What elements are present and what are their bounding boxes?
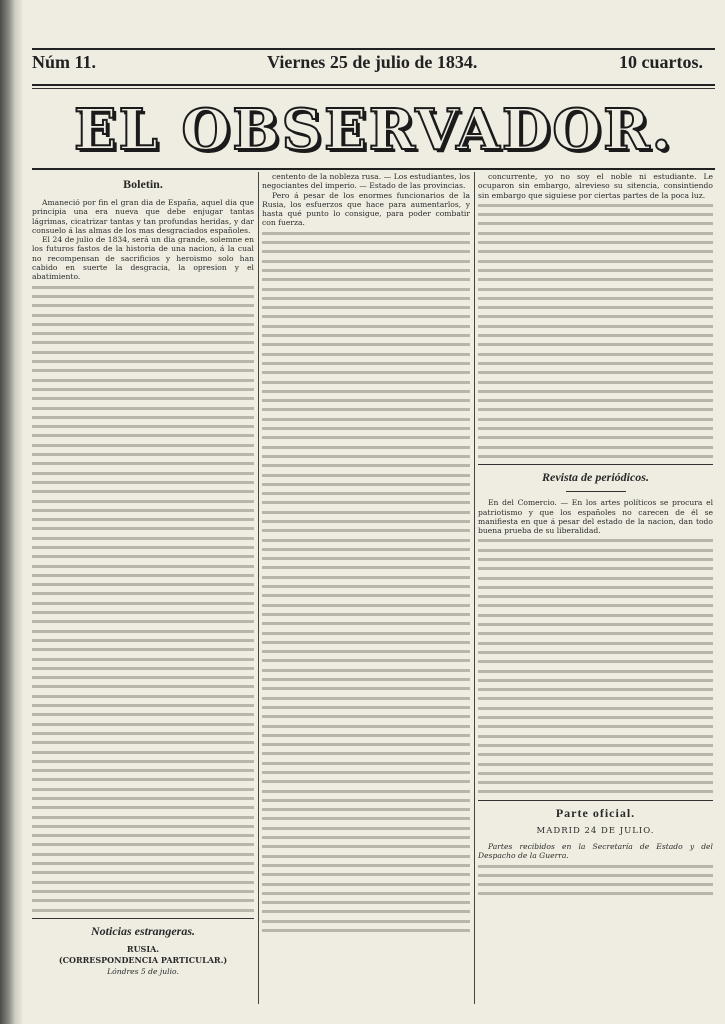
issue-number: Núm 11.	[32, 52, 97, 72]
column3-text-lines-mid	[478, 539, 713, 793]
masthead	[32, 52, 715, 78]
official-body: Partes recibidos en la Secretaría de Estado y del Despacho de la Guerra.	[478, 842, 713, 861]
boletin-heading: Boletin.	[123, 177, 163, 191]
revista-heading: Revista de periódicos.	[542, 470, 649, 485]
issue-date: Viernes 25 de julio de 1834.	[267, 52, 478, 72]
column3-text-lines-top	[478, 204, 713, 458]
column2-body: Pero á pesar de los enormes funcionarios de la Rusia, los esfuerzos que hace para aumentarlos, y hasta qué punto lo consigue, para poder combatir con fuerza.	[262, 190, 470, 228]
boletin-body: El 24 de julio de 1834, será un dia grande, solemne en los futuros fastos de la historia de una nacion, á la cual no recompensan de sacrificios y heroismo solo han cabido en suerte la desgracia, la opresion y el abatimiento.	[32, 235, 254, 282]
newspaper-title	[32, 94, 715, 166]
revista-rule	[478, 464, 713, 465]
newspaper-page	[22, 0, 725, 1024]
masthead-rule	[32, 84, 715, 86]
title-text: EL OBSERVADOR.	[73, 97, 674, 163]
column-3	[478, 172, 713, 1024]
masthead-rule-thin	[32, 88, 715, 89]
column-2	[262, 172, 470, 1024]
column-divider-1	[258, 172, 259, 1004]
column3-opening: concurrente, yo no soy el noble ni estudiante. Le ocuparon sin embargo, alrevieso su sitencia, consintiendo sin embargo que siguiese por ciertas partes de la poca luz.	[478, 172, 713, 200]
column2-text-lines	[262, 232, 470, 932]
column1-text-lines	[32, 286, 254, 912]
column3-text-lines-bottom	[478, 865, 713, 896]
issue-price: 10 cuartos.	[619, 52, 703, 72]
correspondence-label: (CORRESPONDENCIA PARTICULAR.)	[58, 955, 228, 966]
noticias-heading: Noticias estrangeras.	[90, 923, 195, 938]
column-1	[32, 172, 254, 1024]
title-rule	[32, 168, 715, 170]
noticias-rule	[32, 918, 254, 919]
revista-small-rule	[566, 491, 626, 492]
oficial-rule	[478, 800, 713, 801]
book-binding	[0, 0, 22, 1024]
boletin-lead: Amaneció por fin el gran dia de España, aquel dia que principia una era nueva que debe enjugar tantas lágrimas, cicatrizar tantas y tan profundas heridas, y dar consuelo á las almas de los mas desgraciados españoles.	[32, 198, 254, 235]
london-dateline: Lóndres 5 de julio.	[107, 967, 179, 977]
parte-oficial-heading: Parte oficial.	[555, 805, 636, 820]
column2-opening: centento de la nobleza rusa. — Los estudiantes, los negociantes del imperio. — Estado de las provincias.	[262, 172, 470, 191]
revista-body: En del Comercio. — En los artes políticos se procura el patriotismo y que los españoles no carecen de él se manifiesta en que á pesar del estado de la nacion, dan todo buena prueba de su liberalidad.	[478, 498, 713, 536]
column-divider-2	[474, 172, 475, 1004]
top-rule	[32, 48, 715, 50]
rusia-heading: RUSIA.	[126, 943, 160, 954]
madrid-dateline: MADRID 24 DE JULIO.	[536, 825, 655, 836]
